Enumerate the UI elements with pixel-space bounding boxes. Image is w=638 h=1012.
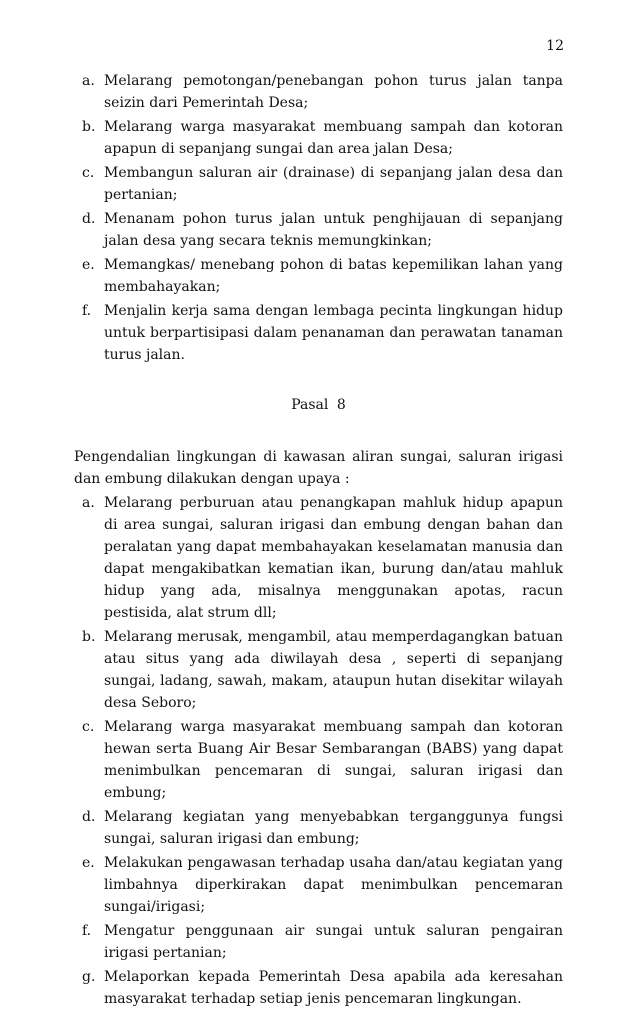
list-item	[74, 716, 563, 804]
list-item-text: Melarang warga masyarakat membuang sampah dan kotoran hewan serta Buang Air Besar Sembarangan (BABS) yang dapat menimbulkan pencemaran di sungai, saluran irigasi dan embung;	[104, 719, 563, 801]
list-a	[74, 70, 563, 366]
list-marker: b.	[82, 629, 96, 645]
list-marker: d.	[82, 809, 96, 825]
list-item	[74, 920, 563, 964]
list-item-text: Melaporkan kepada Pemerintah Desa apabila ada keresahan masyarakat terhadap setiap jenis pencemaran lingkungan.	[104, 969, 563, 1007]
list-item-text: Melarang pemotongan/penebangan pohon turus jalan tanpa seizin dari Pemerintah Desa;	[104, 73, 563, 111]
list-item	[74, 254, 563, 298]
page-number: 12	[546, 38, 564, 54]
list-item-text: Melarang perburuan atau penangkapan mahluk hidup apapun di area sungai, saluran irigasi dan embung dengan bahan dan peralatan yang dapat membahayakan keselamatan manusia dan dapat mengakibatkan kematian ikan, burung dan/atau mahluk hidup yang ada, misalnya menggunakan apotas, racun pestisida, alat strum dll;	[104, 495, 563, 621]
list-item	[74, 208, 563, 252]
list-marker: a.	[82, 495, 95, 511]
document-body	[74, 70, 563, 1012]
list-item	[74, 116, 563, 160]
list-marker: c.	[82, 165, 95, 181]
list-item	[74, 162, 563, 206]
list-item	[74, 966, 563, 1010]
list-item	[74, 492, 563, 624]
list-item	[74, 626, 563, 714]
list-marker: d.	[82, 211, 96, 227]
list-item-text: Melakukan pengawasan terhadap usaha dan/atau kegiatan yang limbahnya diperkirakan dapat menimbulkan pencemaran sungai/irigasi;	[104, 855, 563, 915]
list-item-text: Melarang merusak, mengambil, atau memperdagangkan batuan atau situs yang ada diwilayah desa , seperti di sepanjang sungai, ladang, sawah, makam, ataupun hutan disekitar wilayah desa Seboro;	[104, 629, 563, 711]
list-item-text: Menanam pohon turus jalan untuk penghijauan di sepanjang jalan desa yang secara teknis memungkinkan;	[104, 211, 563, 249]
list-b	[74, 492, 563, 1010]
intro-paragraph: Pengendalian lingkungan di kawasan aliran sungai, saluran irigasi dan embung dilakukan dengan upaya :	[74, 449, 563, 487]
list-item-text: Memangkas/ menebang pohon di batas kepemilikan lahan yang membahayakan;	[104, 257, 563, 295]
list-item	[74, 300, 563, 366]
list-item-text: Melarang kegiatan yang menyebabkan terganggunya fungsi sungai, saluran irigasi dan embung;	[104, 809, 563, 847]
list-item	[74, 70, 563, 114]
pasal-heading: Pasal 8	[291, 397, 346, 413]
list-marker: e.	[82, 855, 95, 871]
list-item	[74, 852, 563, 918]
list-marker: f.	[82, 923, 92, 939]
list-item-text: Membangun saluran air (drainase) di sepanjang jalan desa dan pertanian;	[104, 165, 563, 203]
list-item-text: Menjalin kerja sama dengan lembaga pecinta lingkungan hidup untuk berpartisipasi dalam penanaman dan perawatan tanaman turus jalan.	[104, 303, 563, 363]
list-item	[74, 806, 563, 850]
list-marker: b.	[82, 119, 96, 135]
list-marker: a.	[82, 73, 95, 89]
list-marker: c.	[82, 719, 95, 735]
list-marker: f.	[82, 303, 92, 319]
list-item-text: Melarang warga masyarakat membuang sampah dan kotoran apapun di sepanjang sungai dan area jalan Desa;	[104, 119, 563, 157]
list-marker: g.	[82, 969, 96, 985]
list-item-text: Mengatur penggunaan air sungai untuk saluran pengairan irigasi pertanian;	[104, 923, 563, 961]
list-marker: e.	[82, 257, 95, 273]
